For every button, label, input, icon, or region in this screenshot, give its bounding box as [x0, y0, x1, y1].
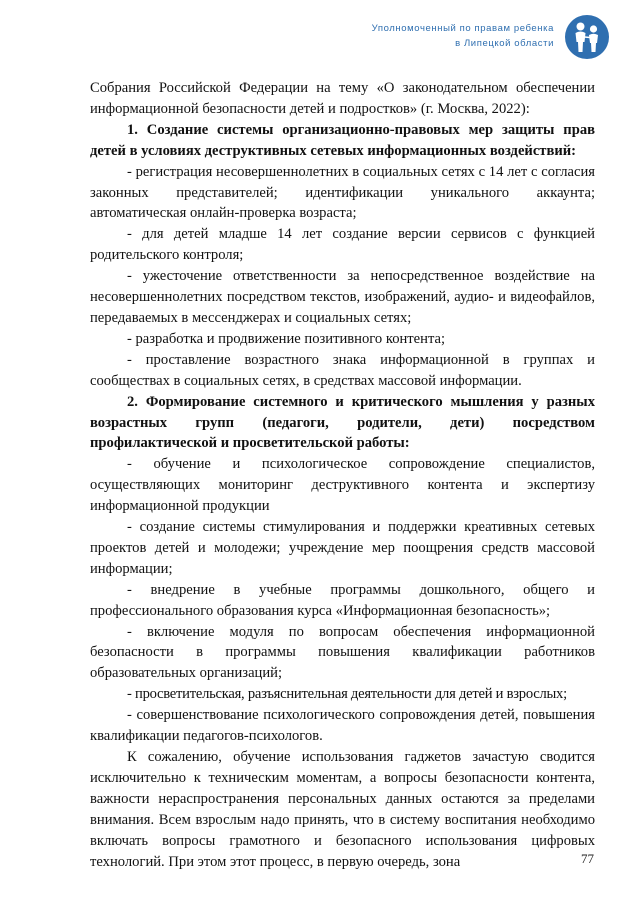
section-heading-1: 1. Создание системы организационно-правовых мер защиты прав детей в условиях деструктивных сетевых информационных воздействий: [90, 121, 595, 159]
list-item: - ужесточение ответственности за непосредственное воздействие на несовершеннолетних посредством текстов, изображений, аудио- и видеофайлов, передаваемых в мессенджерах и социальных сетях; [90, 268, 595, 326]
list-item: - для детей младше 14 лет создание версии сервисов с функцией родительского контроля; [90, 226, 595, 264]
header-line-2: в Липецкой области [455, 38, 554, 49]
page-number: 77 [581, 851, 594, 866]
list-item: - совершенствование психологического сопровождения детей, повышения квалификации педагогов-психологов. [90, 707, 595, 745]
page-header [372, 14, 610, 72]
list-item: - регистрация несовершеннолетних в социальных сетях с 14 лет с согласия законных представителей; идентификации уникального аккаунта; автоматическая онлайн-проверка возраста; [90, 163, 595, 222]
list-item: - проставление возрастного знака информационной в группах и сообществах в социальных сетях, в средствах массовой информации. [90, 351, 595, 389]
ombudsman-children-logo-icon [564, 14, 610, 60]
list-item: - внедрение в учебные программы дошкольного, общего и профессионального образования курса «Информационная безопасность»; [90, 581, 595, 619]
paragraph-conclusion: К сожалению, обучение использования гаджетов зачастую сводится исключительно к техническим моментам, а вопросы безопасности контента, важности нераспространения персональных данных остаются за пределами внимания. Всем взрослым надо принять, что в систему воспитания необходимо включать вопросы грамотного и безопасного использования цифровых технологий. При этом этот процесс, в первую очередь, зона [90, 749, 595, 870]
document-body [90, 78, 595, 872]
section-heading-2: 2. Формирование системного и критического мышления у разных возрастных групп (педагоги, родители, дети) посредством профилактической и просветительской работы: [90, 393, 595, 452]
list-item: - создание системы стимулирования и поддержки креативных сетевых проектов детей и молодежи; учреждение мер поощрения средств массовой информации; [90, 519, 595, 577]
header-organization [372, 14, 554, 51]
list-item: - обучение и психологическое сопровождение специалистов, осуществляющих мониторинг деструктивного контента и экспертизу информационной продукции [90, 456, 595, 515]
header-line-1: Уполномоченный по правам ребенка [371, 23, 554, 34]
list-item: - просветительская, разъяснительная деятельности для детей и взрослых; [127, 686, 567, 703]
paragraph-intro-continuation: Собрания Российской Федерации на тему «О законодательном обеспечении информационной безопасности детей и подростков» (г. Москва, 2022): [90, 80, 595, 117]
list-item: - разработка и продвижение позитивного контента; [127, 330, 446, 347]
list-item: - включение модуля по вопросам обеспечения информационной безопасности в программы повышения квалификации работников образовательных организаций; [90, 623, 595, 682]
